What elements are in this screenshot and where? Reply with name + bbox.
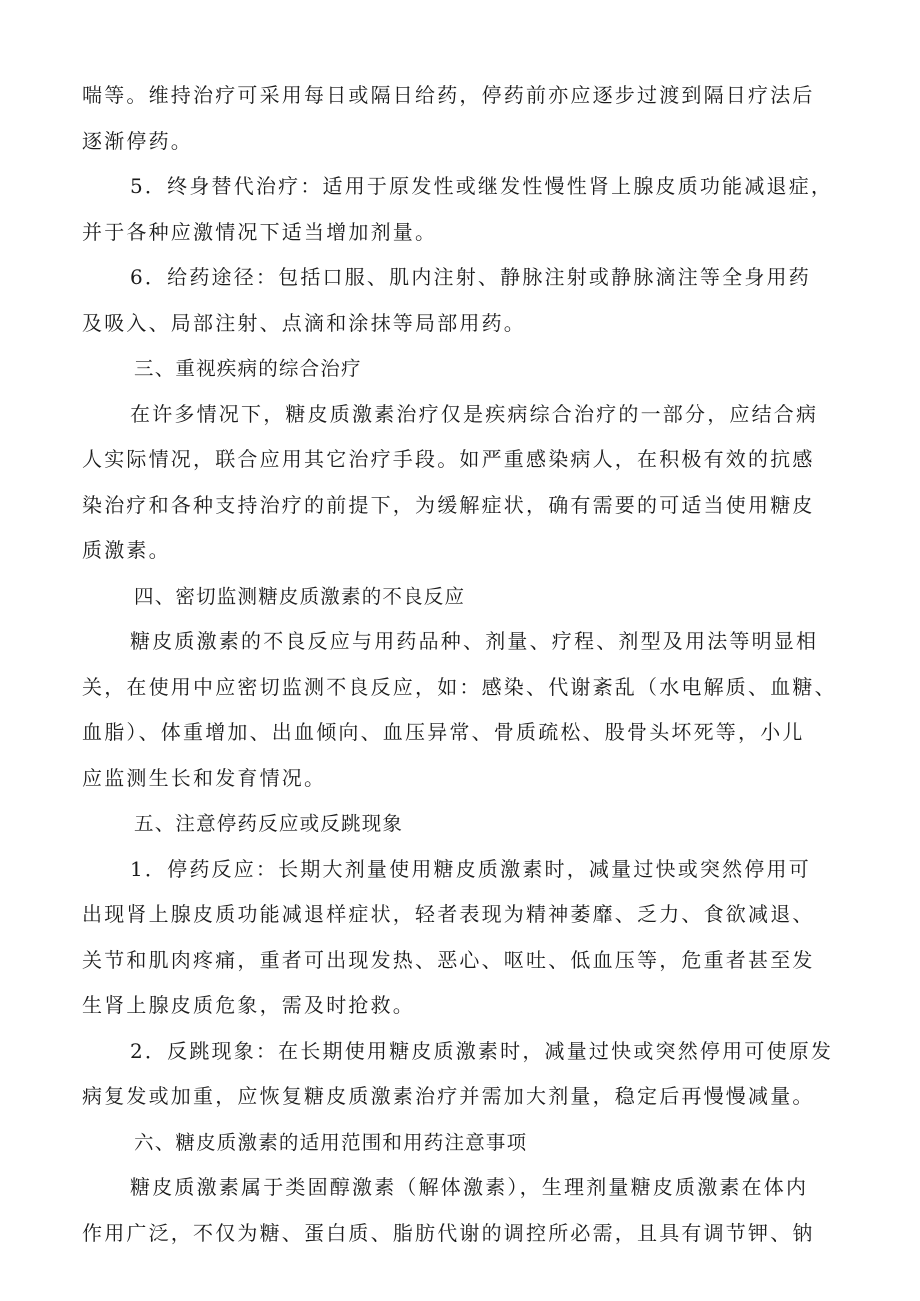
section-heading: 三、重视疾病的综合治疗: [134, 357, 362, 380]
document-page: [82, 73, 854, 1256]
text-line: 血脂）、体重增加、出血倾向、血压异常、骨质疏松、股骨头坏死等，小儿: [82, 720, 805, 744]
text-line: 病复发或加重，应恢复糖皮质激素治疗并需加大剂量，稳定后再慢慢减量。: [82, 1084, 815, 1108]
text-line: 糖皮质激素属于类固醇激素（解体激素），生理剂量糖皮质激素在体内: [130, 1175, 809, 1199]
text-line: 逐渐停药。: [82, 128, 193, 153]
text-line: 及吸入、局部注射、点滴和涂抹等局部用药。: [82, 310, 526, 335]
text-line: 关节和肌肉疼痛，重者可出现发热、恶心、呕吐、低血压等，危重者甚至发: [82, 947, 815, 972]
text-line: 在许多情况下，糖皮质激素治疗仅是疾病综合治疗的一部分，应结合病: [130, 401, 819, 426]
text-line: 染治疗和各种支持治疗的前提下，为缓解症状，确有需要的可适当使用糖皮: [82, 492, 815, 517]
text-line: 2．反跳现象：在长期使用糖皮质激素时，减量过快或突然停用可使原发: [130, 1038, 834, 1063]
text-line: 作用广泛，不仅为糖、蛋白质、脂肪代谢的调控所必需，且具有调节钾、钠: [82, 1220, 815, 1245]
text-line: 人实际情况，联合应用其它治疗手段。如严重感染病人，在积极有效的抗感: [82, 447, 815, 471]
text-line: 1．停药反应：长期大剂量使用糖皮质激素时，减量过快或突然停用可: [130, 856, 811, 881]
text-line: 关，在使用中应密切监测不良反应，如：感染、代谢紊乱（水电解质、血糖、: [82, 674, 837, 699]
text-line: 喘等。维持治疗可采用每日或隔日给药，停药前亦应逐步过渡到隔日疗法后: [82, 83, 815, 107]
section-heading: 五、注意停药反应或反跳现象: [134, 812, 404, 835]
text-line: 6．给药途径：包括口服、肌内注射、静脉注射或静脉滴注等全身用药: [130, 265, 811, 289]
text-line: 生肾上腺皮质危象，需及时抢救。: [82, 993, 415, 1017]
text-line: 出现肾上腺皮质功能减退样症状，轻者表现为精神萎靡、乏力、食欲减退、: [82, 902, 815, 926]
text-line: 应监测生长和发育情况。: [82, 765, 327, 790]
text-line: 糖皮质激素的不良反应与用药品种、剂量、疗程、剂型及用法等明显相: [130, 629, 819, 653]
section-heading: 四、密切监测糖皮质激素的不良反应: [134, 584, 466, 608]
text-line: 质激素。: [82, 538, 171, 562]
text-line: 并于各种应激情况下适当增加剂量。: [82, 219, 438, 244]
section-heading: 六、糖皮质激素的适用范围和用药注意事项: [134, 1130, 528, 1154]
text-line: 5．终身替代治疗：适用于原发性或继发性慢性肾上腺皮质功能减退症，: [130, 174, 834, 198]
